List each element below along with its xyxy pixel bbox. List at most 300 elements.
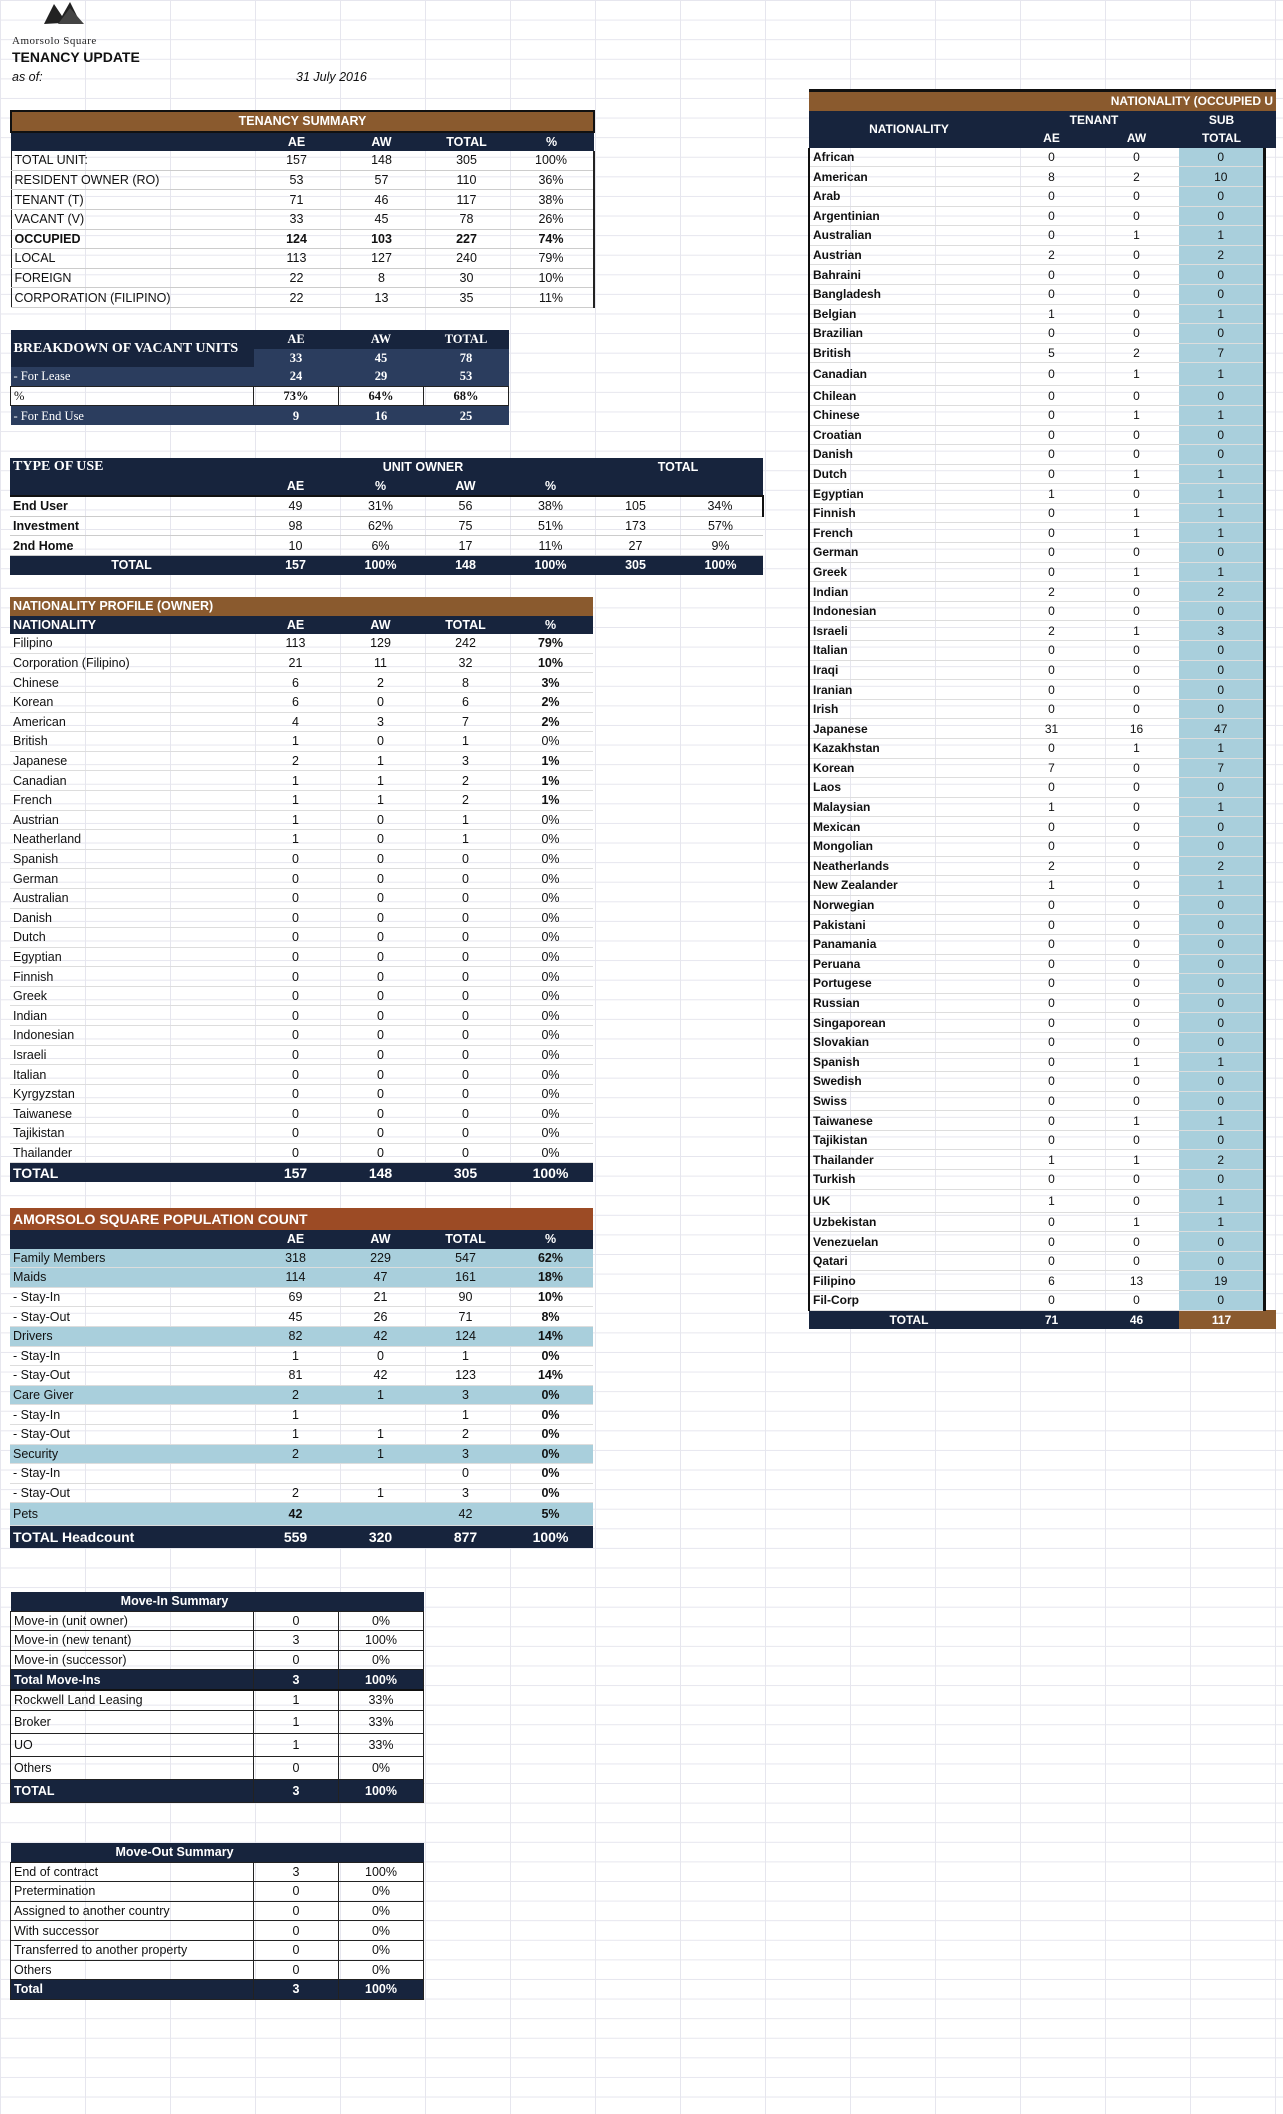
natown-col-ae: AE — [286, 617, 305, 632]
row-label: UK — [809, 1189, 1009, 1212]
cell-value: 0% — [508, 849, 593, 869]
table-row — [809, 1291, 1276, 1311]
cell-value: 57% — [678, 516, 763, 536]
cell-value — [338, 1405, 423, 1425]
cell-value: 0 — [1009, 425, 1094, 445]
cell-value: 1 — [1094, 1150, 1179, 1170]
table-row — [809, 601, 1276, 621]
cell-value: 173 — [593, 516, 678, 536]
table-row — [809, 324, 1276, 344]
cell-value: 0% — [508, 1464, 593, 1484]
vacant-col-ae: AE — [287, 332, 305, 347]
spacer-cell — [1264, 954, 1276, 974]
cell-value: 90 — [423, 1287, 508, 1307]
table-row — [10, 1405, 593, 1425]
cell-value: 3 — [338, 712, 423, 732]
cell-value: 0 — [1179, 265, 1264, 285]
cell-value: 0 — [1179, 660, 1264, 680]
cell-value: 33% — [339, 1733, 424, 1756]
table-row — [11, 288, 594, 308]
row-label: Maids — [10, 1268, 253, 1288]
cell-value: 0% — [508, 1124, 593, 1144]
cell-value: 117 — [424, 190, 509, 210]
col-aw: AW — [371, 134, 392, 149]
cell-value: 7 — [1179, 758, 1264, 778]
row-label: Peruana — [809, 954, 1009, 974]
table-row — [10, 555, 763, 574]
row-label: British — [10, 732, 253, 752]
cell-value: 305 — [424, 151, 509, 170]
cell-value: 100% — [704, 558, 737, 573]
cell-value: 1 — [338, 751, 423, 771]
population-count — [10, 1208, 593, 1548]
cell-value: 6 — [253, 692, 338, 712]
table-row — [10, 1026, 593, 1046]
table-row — [10, 790, 593, 810]
row-label: Chilean — [809, 386, 1009, 406]
cell-value: 0 — [1009, 739, 1094, 759]
cell-value: 0 — [254, 1882, 339, 1902]
spacer-cell — [1264, 1111, 1276, 1131]
vacant-breakdown-title: BREAKDOWN OF VACANT UNITS — [13, 340, 239, 356]
row-label: Investment — [10, 516, 253, 536]
cell-value: 0% — [339, 1940, 424, 1960]
cell-value: 3 — [254, 1980, 339, 2000]
cell-value: 0 — [1009, 1251, 1094, 1271]
cell-value: 53 — [254, 170, 339, 190]
spacer-cell — [1264, 464, 1276, 484]
cell-value: 0 — [423, 869, 508, 889]
spacer-cell — [1264, 405, 1276, 425]
cell-value: 0 — [338, 1104, 423, 1124]
cell-value: 10 — [253, 536, 338, 556]
cell-value: 69 — [253, 1287, 338, 1307]
cell-value: 0 — [1009, 1212, 1094, 1232]
cell-value: 68% — [424, 386, 509, 406]
spacer-cell — [1264, 523, 1276, 543]
cell-value: 100% — [534, 558, 567, 573]
move-out-summary — [10, 1843, 424, 2000]
cell-value: 3 — [254, 1631, 339, 1651]
spacer-cell — [1264, 699, 1276, 719]
cell-value: 0 — [1179, 148, 1264, 167]
cell-value: 1 — [253, 1424, 338, 1444]
cell-value: 0 — [1094, 386, 1179, 406]
table-row — [10, 1483, 593, 1503]
cell-value: 0 — [338, 1065, 423, 1085]
cell-value: 0 — [1179, 1013, 1264, 1033]
cell-value: 2 — [1009, 621, 1094, 641]
spacer-cell — [1264, 363, 1276, 386]
cell-value: 46 — [1129, 1312, 1144, 1327]
spacer-cell — [1264, 876, 1276, 896]
row-label: Greek — [809, 562, 1009, 582]
row-label: Thailander — [809, 1150, 1009, 1170]
cell-value: 24 — [289, 369, 303, 384]
cell-value: 157 — [283, 1164, 308, 1181]
cell-value: 31 — [1009, 719, 1094, 739]
table-row — [809, 758, 1276, 778]
cell-value: 45 — [339, 209, 424, 229]
cell-value: 0 — [1094, 1251, 1179, 1271]
cell-value: 1 — [338, 790, 423, 810]
cell-value: 0 — [1094, 954, 1179, 974]
table-row — [10, 673, 593, 693]
row-label: Belgian — [809, 304, 1009, 324]
table-row — [10, 653, 593, 673]
cell-value: 32 — [423, 653, 508, 673]
cell-value: 0 — [1094, 817, 1179, 837]
cell-value: 71 — [423, 1307, 508, 1327]
row-label: Iranian — [809, 680, 1009, 700]
cell-value: 1 — [1179, 523, 1264, 543]
cell-value: 0 — [423, 947, 508, 967]
cell-value: 7 — [423, 712, 508, 732]
cell-value: 0 — [254, 1960, 339, 1980]
cell-value: 3 — [1179, 621, 1264, 641]
row-label: Venezuelan — [809, 1232, 1009, 1252]
cell-value: 5 — [1009, 343, 1094, 363]
table-row — [11, 406, 509, 425]
cell-value: 320 — [368, 1529, 393, 1546]
cell-value: 1 — [1179, 1212, 1264, 1232]
row-label: - Stay-In — [10, 1464, 253, 1484]
cell-value: 0% — [339, 1650, 424, 1670]
table-row — [809, 464, 1276, 484]
cell-value: 8 — [1009, 167, 1094, 187]
table-row — [10, 1006, 593, 1026]
row-label: Bangladesh — [809, 284, 1009, 304]
row-label: OCCUPIED — [11, 229, 254, 249]
table-row — [11, 1779, 424, 1802]
table-row — [809, 304, 1276, 324]
table-row — [11, 1980, 424, 2000]
cell-value: 2 — [1094, 343, 1179, 363]
cell-value: 0% — [508, 888, 593, 908]
cell-value: 2 — [1009, 245, 1094, 265]
natown-col-pct: % — [544, 617, 557, 632]
cell-value: 14% — [508, 1366, 593, 1386]
cell-value: 0 — [338, 908, 423, 928]
row-label: French — [10, 790, 253, 810]
table-row — [809, 895, 1276, 915]
population-title: AMORSOLO SQUARE POPULATION COUNT — [13, 1211, 308, 1227]
cell-value: 0 — [1179, 1130, 1264, 1150]
cell-value: 0 — [1009, 386, 1094, 406]
col-ae: AE — [287, 134, 306, 149]
table-row — [10, 732, 593, 752]
cell-value: 148 — [455, 558, 476, 573]
cell-value: 0 — [1094, 836, 1179, 856]
table-row — [11, 1921, 424, 1941]
cell-value: 1 — [1179, 876, 1264, 896]
cell-value: 0 — [1094, 1130, 1179, 1150]
row-label: Singaporean — [809, 1013, 1009, 1033]
cell-value: 0 — [423, 1065, 508, 1085]
cell-value: 0 — [338, 928, 423, 948]
spacer-cell — [1264, 1052, 1276, 1072]
cell-value: 100% — [532, 1529, 569, 1546]
cell-value: 7 — [1009, 758, 1094, 778]
table-row — [11, 268, 594, 288]
table-row — [10, 986, 593, 1006]
table-row — [10, 1065, 593, 1085]
row-label: End of contract — [11, 1862, 254, 1882]
cell-value: 0% — [508, 1045, 593, 1065]
cell-value: 1% — [508, 751, 593, 771]
cell-value: 1 — [1179, 562, 1264, 582]
cell-value: 0% — [508, 1026, 593, 1046]
row-label: TOTAL Headcount — [13, 1529, 135, 1546]
cell-value: 30 — [424, 268, 509, 288]
cell-value: 0 — [1009, 186, 1094, 206]
cell-value: 0 — [1094, 934, 1179, 954]
cell-value: 13 — [1094, 1271, 1179, 1291]
cell-value: 123 — [423, 1366, 508, 1386]
cell-value: 0 — [1094, 680, 1179, 700]
row-label: Taiwanese — [10, 1104, 253, 1124]
row-label: Mongolian — [809, 836, 1009, 856]
nationality-occupied — [808, 89, 1276, 1329]
row-label: Korean — [809, 758, 1009, 778]
cell-value: 62% — [508, 1249, 593, 1268]
cell-value: 0 — [1094, 993, 1179, 1013]
cell-value: 0 — [1179, 206, 1264, 226]
spacer-cell — [1264, 245, 1276, 265]
cell-value: 1 — [423, 732, 508, 752]
cell-value: 2 — [253, 751, 338, 771]
cell-value: 0 — [1094, 895, 1179, 915]
cell-value: 0% — [508, 908, 593, 928]
spacer-cell — [1264, 1271, 1276, 1291]
cell-value: 1 — [338, 1424, 423, 1444]
cell-value: 1 — [253, 810, 338, 830]
row-label: TENANT (T) — [11, 190, 254, 210]
table-row — [11, 170, 594, 190]
use-total-header: TOTAL — [657, 460, 699, 475]
cell-value: 0 — [1094, 543, 1179, 563]
cell-value: 0 — [1179, 954, 1264, 974]
cell-value: 0 — [1009, 405, 1094, 425]
cell-value: 242 — [423, 634, 508, 653]
cell-value: 1 — [1179, 1189, 1264, 1212]
row-label: Move-in (unit owner) — [11, 1611, 254, 1631]
table-row — [10, 1464, 593, 1484]
table-row — [10, 1268, 593, 1288]
row-label: German — [809, 543, 1009, 563]
cell-value: 0 — [1094, 304, 1179, 324]
cell-value: 0 — [254, 1921, 339, 1941]
spacer-cell — [1264, 660, 1276, 680]
cell-value: 1 — [1094, 523, 1179, 543]
cell-value: 10% — [508, 653, 593, 673]
row-label: FOREIGN — [11, 268, 254, 288]
row-label: Australian — [10, 888, 253, 908]
cell-value: 0 — [1009, 324, 1094, 344]
cell-value: 2 — [1179, 582, 1264, 602]
row-label: RESIDENT OWNER (RO) — [11, 170, 254, 190]
row-label: Japanese — [10, 751, 253, 771]
cell-value: 2 — [338, 673, 423, 693]
cell-value — [253, 1464, 338, 1484]
cell-value: 1 — [423, 1346, 508, 1366]
cell-value: 1 — [254, 1690, 339, 1710]
row-label: With successor — [11, 1921, 254, 1941]
cell-value: 0% — [508, 967, 593, 987]
row-label: Greek — [10, 986, 253, 1006]
row-label: Dutch — [809, 464, 1009, 484]
cell-value: 0 — [1094, 1291, 1179, 1311]
cell-value: 103 — [339, 229, 424, 249]
cell-value: 0% — [508, 1405, 593, 1425]
natown-col-nationality: NATIONALITY — [13, 617, 97, 632]
cell-value: 3 — [423, 1444, 508, 1464]
cell-value: 0 — [338, 1084, 423, 1104]
use-col-aw: AW — [455, 478, 476, 493]
cell-value: 2 — [253, 1483, 338, 1503]
row-label: Egyptian — [10, 947, 253, 967]
row-label: Pakistani — [809, 915, 1009, 935]
spacer-cell — [1264, 758, 1276, 778]
cell-value: 1 — [1094, 1052, 1179, 1072]
spacer-cell — [1264, 1032, 1276, 1052]
table-row — [809, 226, 1276, 246]
cell-value: 0 — [338, 849, 423, 869]
row-label: French — [809, 523, 1009, 543]
cell-value: 42 — [253, 1503, 338, 1526]
table-row — [809, 245, 1276, 265]
natocc-sub-header: SUB — [1208, 112, 1235, 127]
cell-value: 0 — [1009, 954, 1094, 974]
spacer-cell — [1264, 895, 1276, 915]
row-label: Israeli — [10, 1045, 253, 1065]
spacer-cell — [1264, 226, 1276, 246]
row-label: Indian — [809, 582, 1009, 602]
vacant-total-sum: 78 — [459, 350, 473, 365]
table-row — [10, 771, 593, 791]
cell-value: 0% — [508, 1065, 593, 1085]
cell-value: 0% — [508, 1006, 593, 1026]
table-row — [10, 516, 763, 536]
table-row — [10, 1045, 593, 1065]
cell-value: 53 — [459, 369, 473, 384]
cell-value: 1 — [1009, 1150, 1094, 1170]
table-row — [809, 1251, 1276, 1271]
row-label: - For End Use — [13, 408, 84, 423]
row-label: Thailander — [10, 1143, 253, 1163]
cell-value: 129 — [338, 634, 423, 653]
table-row — [809, 484, 1276, 504]
table-row — [11, 249, 594, 269]
cell-value: 0% — [508, 1483, 593, 1503]
row-label: Filipino — [809, 1271, 1009, 1291]
cell-value: 0 — [1179, 1170, 1264, 1190]
cell-value: 1 — [253, 771, 338, 791]
cell-value: 64% — [339, 386, 424, 406]
spacer-cell — [1264, 167, 1276, 187]
cell-value: 0 — [254, 1901, 339, 1921]
table-row — [10, 947, 593, 967]
table-row — [809, 778, 1276, 798]
cell-value: 0 — [253, 1143, 338, 1163]
table-row — [10, 1084, 593, 1104]
cell-value: 0 — [1009, 895, 1094, 915]
move-in-title: Move-In Summary — [120, 1594, 229, 1609]
row-label: Argentinian — [809, 206, 1009, 226]
row-label: - For Lease — [13, 369, 71, 384]
natocc-col-aw: AW — [1126, 131, 1147, 146]
table-row — [809, 641, 1276, 661]
cell-value: 0 — [1094, 1170, 1179, 1190]
row-label: Canadian — [809, 363, 1009, 386]
cell-value: 0 — [1009, 1291, 1094, 1311]
cell-value: 0 — [253, 928, 338, 948]
cell-value: 26 — [338, 1307, 423, 1327]
cell-value — [338, 1503, 423, 1526]
cell-value: 0 — [1094, 1032, 1179, 1052]
cell-value: 0% — [508, 1084, 593, 1104]
spacer-cell — [1264, 817, 1276, 837]
cell-value: 0 — [1009, 660, 1094, 680]
cell-value: 0% — [339, 1901, 424, 1921]
cell-value: 0 — [253, 888, 338, 908]
cell-value: 1 — [1094, 405, 1179, 425]
cell-value: 0 — [254, 1650, 339, 1670]
vacant-total-ae: 33 — [289, 350, 303, 365]
table-row — [10, 712, 593, 732]
cell-value: 1 — [1094, 621, 1179, 641]
cell-value: 3% — [508, 673, 593, 693]
table-row — [809, 1052, 1276, 1072]
row-label: Italian — [809, 641, 1009, 661]
table-row — [809, 582, 1276, 602]
cell-value: 8% — [508, 1307, 593, 1327]
cell-value: 0 — [1179, 915, 1264, 935]
cell-value: 71 — [1044, 1312, 1059, 1327]
cell-value: 62% — [338, 516, 423, 536]
col-total: TOTAL — [446, 134, 487, 149]
row-label: Pretermination — [11, 1882, 254, 1902]
cell-value: 6 — [423, 692, 508, 712]
cell-value: 0 — [1009, 226, 1094, 246]
table-row — [11, 151, 594, 170]
cell-value: 113 — [253, 634, 338, 653]
spacer-cell — [1264, 1072, 1276, 1092]
cell-value: 3 — [254, 1670, 339, 1690]
table-row — [809, 739, 1276, 759]
table-row — [10, 928, 593, 948]
row-label: Finnish — [809, 503, 1009, 523]
row-label: - Stay-Out — [10, 1483, 253, 1503]
row-label: Corporation (Filipino) — [10, 653, 253, 673]
cell-value: 227 — [424, 229, 509, 249]
spacer-cell — [1264, 186, 1276, 206]
vacant-total-aw: 45 — [374, 350, 388, 365]
spacer-cell — [1264, 386, 1276, 406]
row-label: Spanish — [809, 1052, 1009, 1072]
cell-value: 0 — [1009, 1052, 1094, 1072]
cell-value: 0 — [1009, 601, 1094, 621]
spacer-cell — [1264, 484, 1276, 504]
table-row — [10, 1503, 593, 1526]
cell-value: 13 — [339, 288, 424, 308]
table-row — [11, 1631, 424, 1651]
spacer-cell — [1264, 1251, 1276, 1271]
cell-value: 33% — [339, 1710, 424, 1733]
cell-value: 0% — [508, 1143, 593, 1163]
cell-value: 0 — [1009, 934, 1094, 954]
nationality-occupied-title: NATIONALITY (OCCUPIED U — [809, 91, 1276, 111]
